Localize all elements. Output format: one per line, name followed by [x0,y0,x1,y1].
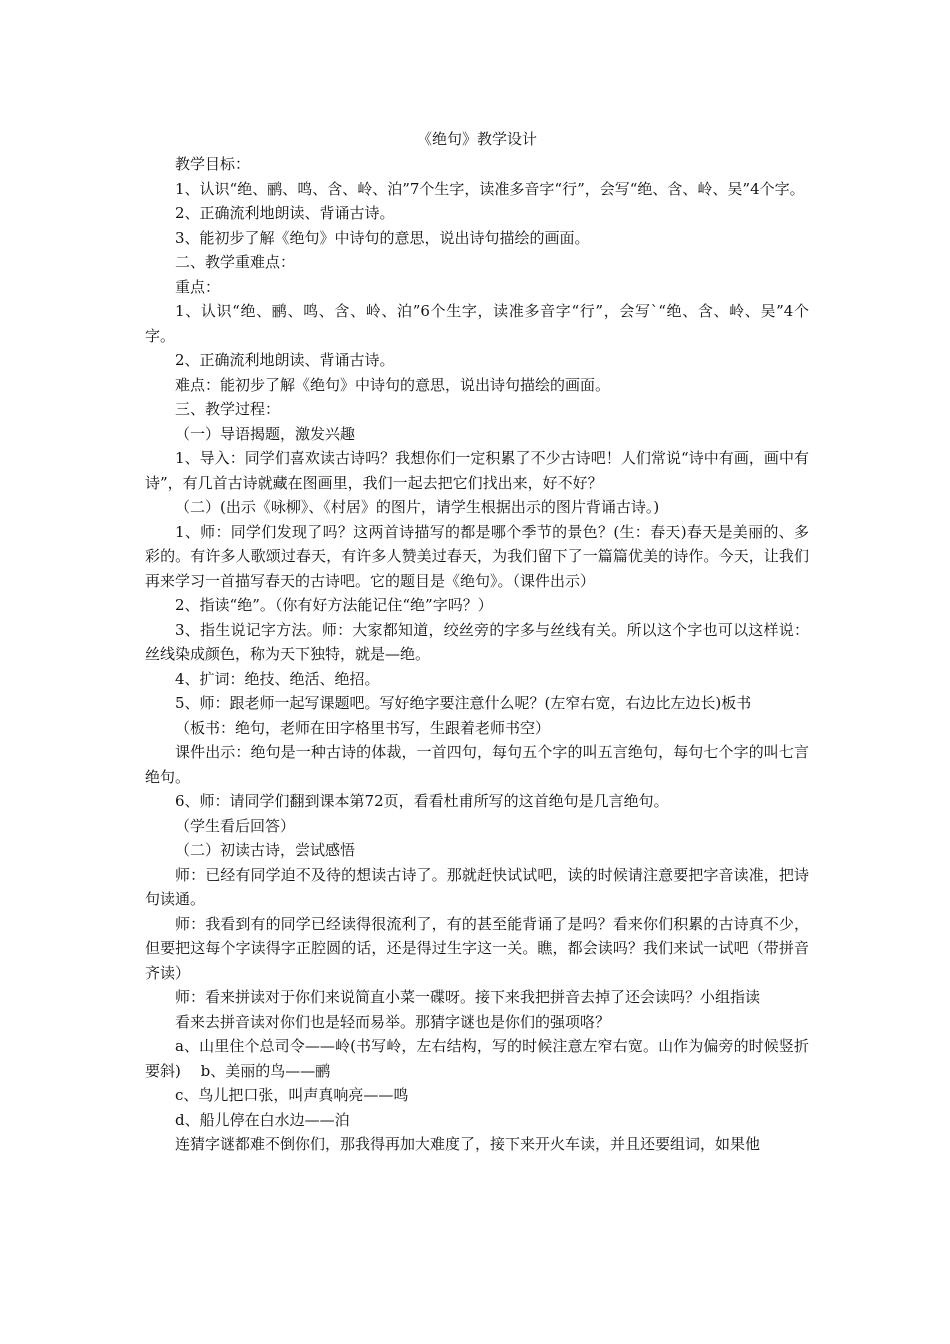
paragraph-riddle-a-b: a、山里住个总司令——岭(书写岭，左右结构，写的时候注意左窄右宽。山作为偏旁的时候竖折要斜) b、美丽的鸟——鹂 [145,1037,809,1080]
paragraph-teacher-pinyin: 师：看来拼读对于你们来说简直小菜一碟呀。接下来我把拼音去掉了还会读吗？小组指读 [175,988,761,1006]
paragraph-riddle-d: d、船儿停在白水边——泊 [175,1110,350,1129]
paragraph-section-first-reading: （二）初读古诗，尝试感悟 [175,841,356,859]
paragraph-difficult-point: 难点：能初步了解《绝句》中诗句的意思，说出诗句描绘的画面。 [175,375,611,394]
paragraph-teacher-spring: 1、师：同学们发现了吗？这两首诗描写的都是哪个季节的景色？(生：春天)春天是美丽的、多彩的。有许多人歌颂过春天，有许多人赞美过春天，为我们留下了一篇篇优美的诗作。今天，让我们再来学习一首描写春天的古诗吧。它的题目是《绝句》。（课件出示） [145,522,809,590]
paragraph-goal-3: 3、能初步了解《绝句》中诗句的意思，说出诗句描绘的画面。 [175,228,590,247]
paragraph-intro: 1、导入：同学们喜欢读古诗吗？我想你们一定积累了不少古诗吧！人们常说“诗中有画，画中有诗”，有几首古诗就藏在图画里，我们一起去把它们找出来，好不好？ [145,449,809,492]
paragraph-teacher-fluent: 师：我看到有的同学已经读得很流利了，有的甚至能背诵了是吗？看来你们积累的古诗真不少，但要把这每个字读得字正腔圆的话，还是得过生字这一关。瞧，都会读吗？我们来试一试吧（带拼音齐读） [145,914,809,982]
paragraph-read-jue: 2、指读“绝”。（你有好方法能记住“绝”字吗？） [175,596,493,614]
paragraph-courseware-jueju: 课件出示：绝句是一种古诗的体裁，一首四句，每句五个字的叫五言绝句，每句七个字的叫七言绝句。 [145,743,809,786]
paragraph-goal-1: 1、认识“绝、鹂、鸣、含、岭、泊”7个生字，读准多音字“行”，会写“绝、含、岭、吴”4个字。 [175,179,805,198]
paragraph-section-1-heading: （一）导语揭题，激发兴趣 [175,424,356,443]
paragraph-key-point-2: 2、正确流利地朗读、背诵古诗。 [175,351,395,369]
paragraph-textbook-page: 6、师：请同学们翻到课本第72页，看看杜甫所写的这首绝句是几言绝句。 [175,792,669,810]
paragraph-students-answer: （学生看后回答） [175,816,296,835]
paragraph-goal-2: 2、正确流利地朗读、背诵古诗。 [175,204,395,222]
paragraph-train-reading: 连猜字谜都难不倒你们，那我得再加大难度了，接下来开火车读，并且还要组词，如果他 [175,1135,761,1153]
paragraph-write-title: 5、师：跟老师一起写课题吧。写好绝字要注意什么呢？(左窄右宽，右边比左边长)板书 [175,694,752,712]
paragraph-teaching-goals-heading: 教学目标： [175,155,251,173]
paragraph-riddle-intro: 看来去拼音读对你们也是轻而易举。那猜字谜也是你们的强项咯？ [175,1012,611,1031]
paragraph-riddle-c: c、鸟儿把口张，叫声真响亮——鸣 [175,1086,409,1104]
paragraph-teacher-read-poem: 师：已经有同学迫不及待的想读古诗了。那就赶快试试吧，读的时候请注意要把字音读准，把诗句读通。 [145,865,809,908]
paragraph-expand-words: 4、扩词：绝技、绝活、绝招。 [175,669,380,688]
paragraph-memory-method: 3、指生说记字方法。师：大家都知道，绞丝旁的字多与丝线有关。所以这个字也可以这样说：丝线染成颜色，称为天下独特，就是—绝。 [145,620,809,663]
paragraph-section-2-show-pictures: （二）(出示《咏柳》、《村居》的图片，请学生根据出示的图片背诵古诗。) [175,498,660,516]
paragraph-board-writing: （板书：绝句，老师在田字格里书写，生跟着老师书空） [175,718,551,737]
document-title: 《绝句》教学设计 [416,130,537,148]
paragraph-key-difficult-heading: 二、教学重难点： [175,253,296,271]
paragraph-key-point-1: 1、认识“绝、鹂、鸣、含、岭、泊”6个生字，读准多音字“行”，会写`“绝、含、岭、吴”4个字。 [145,302,809,345]
document-page [145,128,809,1157]
paragraph-process-heading: 三、教学过程： [175,400,281,418]
paragraph-key-points-label: 重点： [175,277,221,296]
